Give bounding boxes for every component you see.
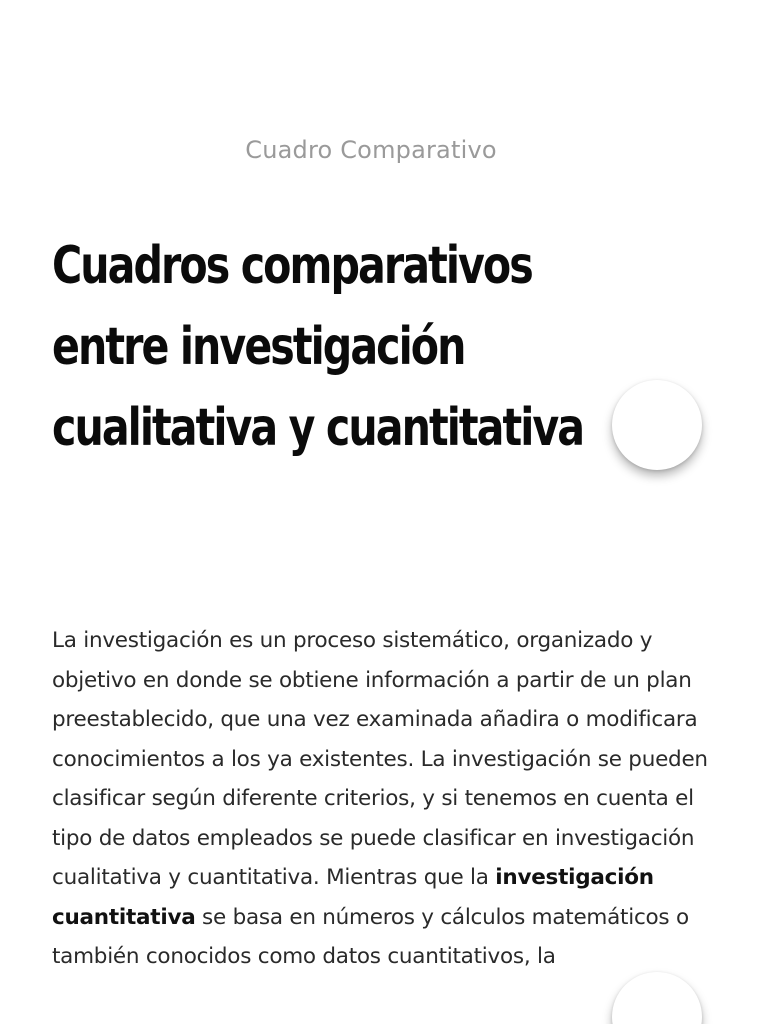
article-body-text-continued: se basa en números y cálculos matemáticos o también conocidos como datos cuantitativos, la [52, 904, 689, 969]
article-title: Cuadros comparativos entre investigación cualitativa y cuantitativa [52, 236, 584, 458]
floating-circle-button-bottom[interactable] [612, 972, 702, 1024]
floating-circle-button[interactable] [612, 380, 702, 470]
article-body-text: La investigación es un proceso sistemático, organizado y objetivo en donde se obtiene información a partir de un plan preestablecido, que una vez examinada añadira o modificara conocimientos a los ya existentes. La investigación se pueden clasificar según diferente criterios, y si tenemos en cuenta el tipo de datos empleados se puede clasificar en investigación cualitativa y cuantitativa. Mientras que la [52, 628, 708, 890]
category-link[interactable]: Cuadro Comparativo [245, 136, 497, 164]
article-body-bold: investigación cuantitativa [52, 865, 654, 930]
article-body [52, 621, 728, 977]
